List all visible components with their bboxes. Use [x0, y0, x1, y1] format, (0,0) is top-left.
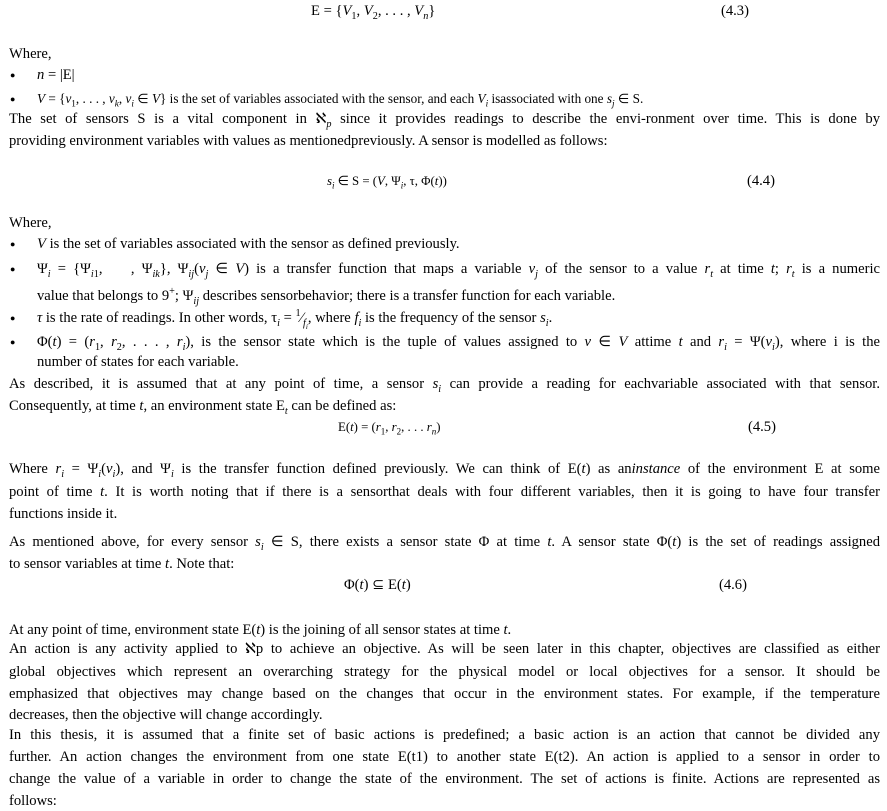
bullet-transfer-function-cont: value that belongs to 9+; $\Psi_{ij}$ describes sensorbehavior; there is a transfer function for each variable.: [37, 286, 616, 307]
paragraph-line: Where $r_i = \Psi_i(v_i)$, and $\Psi_i$ is the transfer function defined previously. We can think of E(t) as aninstance of the environment E at some: [9, 461, 880, 480]
equation-formula: $E = \{V_1$, $V_2$, . . . , $V_n$}: [311, 3, 436, 22]
where-label: Where,: [9, 46, 52, 62]
bullet-icon: ●: [10, 70, 16, 80]
equation-number: (4.6): [719, 577, 747, 593]
bullet-icon: ●: [10, 264, 16, 274]
paragraph-line: to sensor variables at time t. Note that:: [9, 556, 235, 572]
paragraph-line: An action is any activity applied to ℵp to achieve an objective. As will be seen later in this chapter, objectives are classified as either: [9, 641, 880, 657]
equation-number: (4.3): [721, 3, 749, 19]
equation-number: (4.4): [747, 173, 775, 189]
paragraph-line: functions inside it.: [9, 506, 118, 522]
where-label: Where,: [9, 215, 52, 231]
bullet-icon: ●: [10, 94, 16, 104]
equation-number: (4.5): [748, 419, 776, 435]
bullet-icon: ●: [10, 337, 16, 347]
paragraph-line: point of time t. It is worth noting that if there is a sensorthat deals with four different variables, then it is going to have four transfer: [9, 484, 880, 500]
bullet-transfer-function: $\Psi_i = \{\Psi_{i1}$, , $\Psi_{ik}$}, $\Psi_{ij}(v_j$ ∈ V) is a transfer function that maps a variable $v_j$ of the sensor to a value $r_t$ at time t; $r_t$ is a numeric: [37, 261, 880, 280]
bullet-variable-set-sensor: V is the set of variables associated with the sensor as defined previously.: [37, 236, 460, 252]
paragraph-line: further. An action changes the environment from one state E(t1) to another state E(t2). An action is applied to a sensor in order to: [9, 749, 880, 765]
paragraph-line: As described, it is assumed that at any point of time, a sensor $s_i$ can provide a reading for eachvariable associated with that sensor.: [9, 376, 880, 395]
equation-formula: Φ(t) ⊆ E(t): [344, 577, 411, 593]
paragraph-line: In this thesis, it is assumed that a finite set of basic actions is predefined; a basic action is an action that cannot be divided any: [9, 727, 880, 743]
bullet-reading-rate: τ is the rate of readings. In other words, $\tau_i$ = $^1⁄_{f_i}$, where $f_i$ is the frequency of the sensor $s_i$.: [37, 308, 553, 331]
bullet-sensor-state-cont: number of states for each variable.: [37, 354, 239, 370]
paragraph-line: global objectives which represent an overarching strategy for the physical model or local objectives for a sensor. It should be: [9, 664, 880, 680]
paragraph-line: emphasized that objectives may change based on the changes that occur in the environment states. For example, if the temperature: [9, 686, 880, 702]
bullet-sensor-state: $\Phi(t) = (r_1$, $r_2$, . . . , $r_i$), is the sensor state which is the tuple of values assigned to v ∈ V attime t and $r_i = \Psi(v_i)$, where i is the: [37, 334, 881, 353]
paragraph-line: decreases, then the objective will change accordingly.: [9, 707, 323, 723]
bullet-n-definition: n = |E|: [37, 67, 75, 83]
equation-formula: $E(t) = (r_1$, $r_2$, . . . $r_n$): [338, 420, 441, 437]
paragraph-line: As mentioned above, for every sensor $s_i$ ∈ S, there exists a sensor state Φ at time t. A sensor state Φ(t) is the set of readings assigned: [9, 534, 880, 553]
bullet-icon: ●: [10, 239, 16, 249]
bullet-icon: ●: [10, 313, 16, 323]
paragraph-line: change the value of a variable in order to change the state of the environment. The set of actions is finite. Actions are represented as: [9, 771, 880, 787]
equation-formula: $s_i$ ∈ S = (V, $\Psi_i$, τ, Φ(t)): [327, 174, 447, 191]
paragraph-line: Consequently, at time t, an environment state $E_t$ can be defined as:: [9, 398, 397, 417]
paragraph-line: providing environment variables with values as mentionedpreviously. A sensor is modelled as follows:: [9, 133, 608, 149]
paragraph-line: At any point of time, environment state E(t) is the joining of all sensor states at time t.: [9, 622, 512, 638]
paragraph-line: follows:: [9, 793, 57, 809]
paragraph-line: The set of sensors S is a vital component in ℵ$_p$ since it provides readings to describe the envi-ronment over time. This is done by: [9, 111, 880, 130]
bullet-variable-set: $V = \{v_1$, . . . , $v_k$, $v_i$ ∈ V} is the set of variables associated with the sensor, and each $V_i$ isassociated with one $s_j$ ∈ S.: [37, 91, 644, 109]
